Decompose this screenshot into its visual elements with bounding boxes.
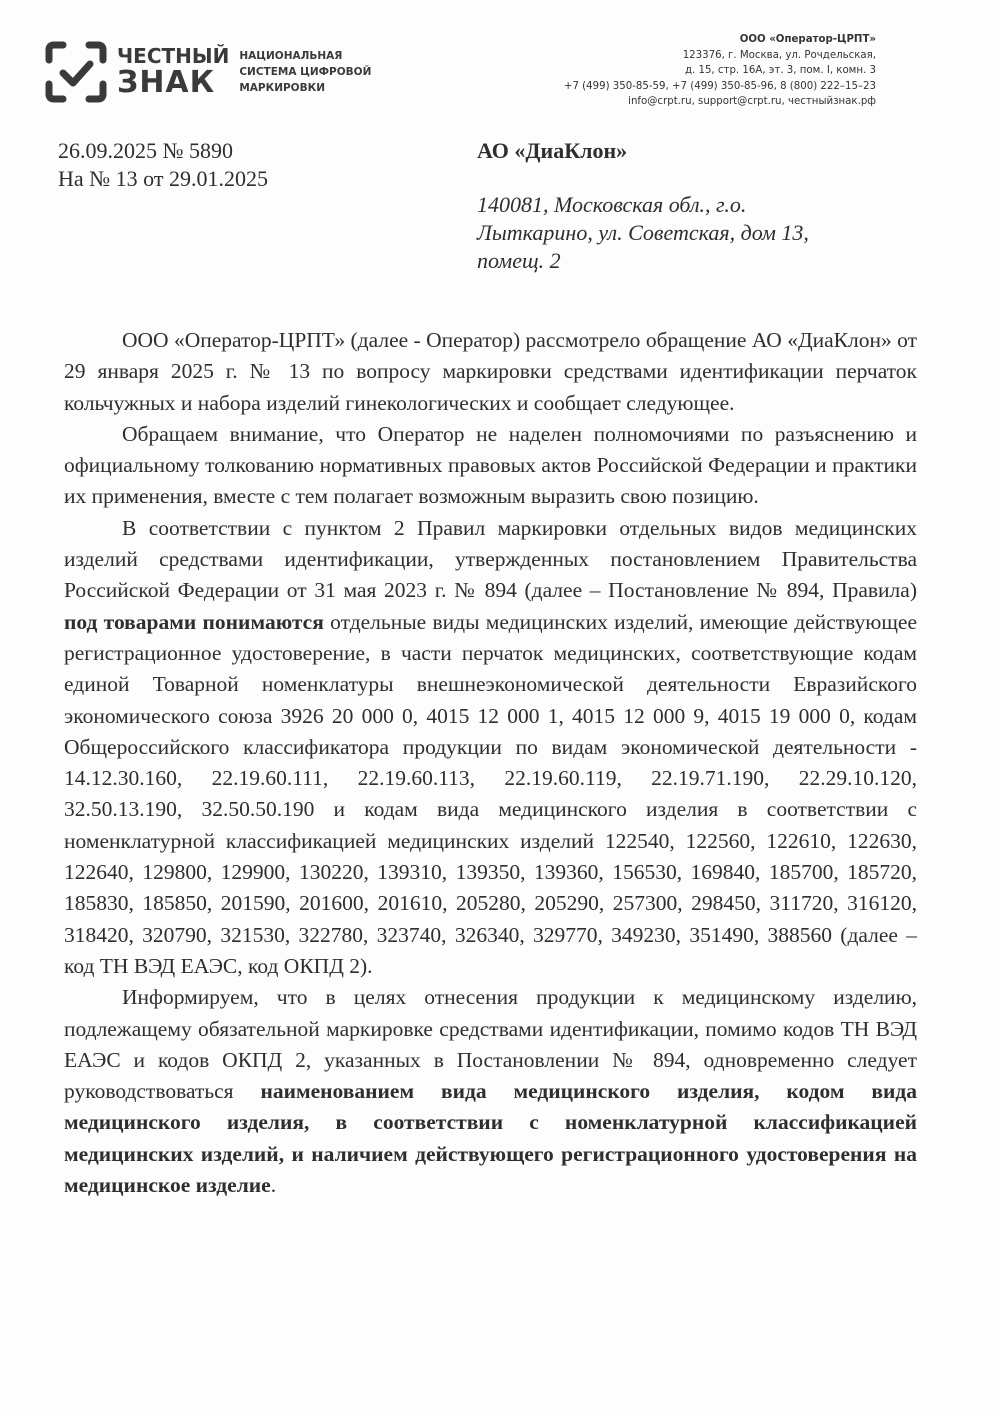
sender-phones: +7 (499) 350-85-59, +7 (499) 350-85-96, 8 (800) 222–15–23 bbox=[563, 80, 876, 92]
paragraph-2: Обращаем внимание, что Оператор не наделен полномочиями по разъяснению и официальному толкованию нормативных правовых актов Российской Федерации и практики их применения, вместе с тем полагает возможным выразить свою позицию. bbox=[64, 421, 917, 509]
paragraph-3-emphasis: под товарами понимаются bbox=[64, 609, 324, 634]
addressee-address-line: Лыткарино, ул. Советская, дом 13, bbox=[477, 220, 809, 245]
logo-word-line2: ЗНАК bbox=[117, 65, 216, 100]
paragraph-3-text: отдельные виды медицинских изделий, имеющие действующее регистрационное удостоверение, в части перчаток медицинских, соответствующие кодам единой Товарной номенклатуры внешнеэкономической деятельности Евразийского экономического союза 3926 20 000 0, 4015 12 000 1, 4015 12 000 9, 4015 19 000 0, кодам Общероссийского классификатора продукции по видам экономической деятельности - 14.12.30.160, 22.19.60.111, 22.19.60.113, 22.19.60.119, 22.19.71.190, 22.29.10.120, 32.50.13.190, 32.50.50.190 и кодам вида медицинского изделия в соответствии с номенклатурной классификацией медицинских изделий 122540, 122560, 122610, 122630, 122640, 129800, 129900, 130220, 139310, 139350, 139360, 156530, 169840, 185700, 185720, 185830, 185850, 201590, 201600, 201610, 205280, 205290, 257300, 298450, 311720, 316120, 318420, 320790, 321530, 322780, 323740, 326340, 329770, 349230, 351490, 388560 (далее – код ТН ВЭД ЕАЭС, код ОКПД 2). bbox=[64, 609, 917, 978]
logo-word-line1: ЧЕСТНЫЙ bbox=[117, 44, 230, 68]
logo-subtitle-line: НАЦИОНАЛЬНАЯ bbox=[239, 50, 343, 62]
paragraph-4-emphasis: наименованием вида медицинского изделия, кодом вида медицинского изделия, в соответствии с номенклатурной классификацией медицинских изделий, и наличием действующего регистрационного удостоверения на медицинское изделие bbox=[64, 1079, 917, 1198]
paragraph-1: ООО «Оператор-ЦРПТ» (далее - Оператор) рассмотрело обращение АО «ДиаКлон» от 29 января 2025 г. № 13 по вопросу маркировки средствами идентификации перчаток кольчужных и набора изделий гинекологических и сообщает следующее. bbox=[64, 328, 917, 415]
paragraph-3-text: В соответствии с пунктом 2 Правил маркировки отдельных видов медицинских изделий средствами идентификации, утвержденных постановлением Правительства Российской Федерации от 31 мая 2023 г. № 894 (далее – Постановление № 894, Правила) bbox=[64, 515, 917, 603]
logo-subtitle bbox=[239, 48, 371, 96]
letter-meta bbox=[58, 137, 268, 193]
addressee-address-line: помещ. 2 bbox=[477, 248, 561, 273]
sender-address-line2: д. 15, стр. 16А, эт. 3, пом. I, комн. 3 bbox=[684, 65, 876, 76]
paragraph-4-text: Информируем, что в целях отнесения продукции к медицинскому изделию, подлежащему обязательной маркировке средствами идентификации, помимо кодов ТН ВЭД ЕАЭС и кодов ОКПД 2, указанных в Постановлении № 894, одновременно следует руководствоваться bbox=[64, 985, 917, 1104]
paragraph-3 bbox=[64, 513, 917, 982]
reply-reference: На № 13 от 29.01.2025 bbox=[58, 166, 268, 191]
addressee-address bbox=[477, 191, 809, 275]
logo-subtitle-line: СИСТЕМА ЦИФРОВОЙ bbox=[239, 66, 372, 78]
addressee-name: АО «ДиаКлон» bbox=[477, 138, 628, 163]
logo-subtitle-line: МАРКИРОВКИ bbox=[239, 82, 325, 94]
letter-body bbox=[64, 325, 917, 1201]
check-frame-icon bbox=[43, 40, 109, 104]
sender-contacts bbox=[564, 32, 876, 110]
sender-emails: info@crpt.ru, support@crpt.ru, честныйзнак.рф bbox=[628, 96, 876, 107]
addressee bbox=[477, 137, 809, 275]
logo-wordmark bbox=[117, 46, 229, 98]
paragraph-4-text: . bbox=[270, 1173, 277, 1198]
sender-org: ООО «Оператор-ЦРПТ» bbox=[739, 34, 876, 45]
paragraph-4 bbox=[64, 982, 917, 1201]
outgoing-number: 26.09.2025 № 5890 bbox=[58, 138, 233, 163]
sender-address-line1: 123376, г. Москва, ул. Рочдельская, bbox=[682, 49, 876, 61]
addressee-address-line: 140081, Московская обл., г.о. bbox=[477, 192, 747, 217]
logo bbox=[43, 40, 371, 104]
